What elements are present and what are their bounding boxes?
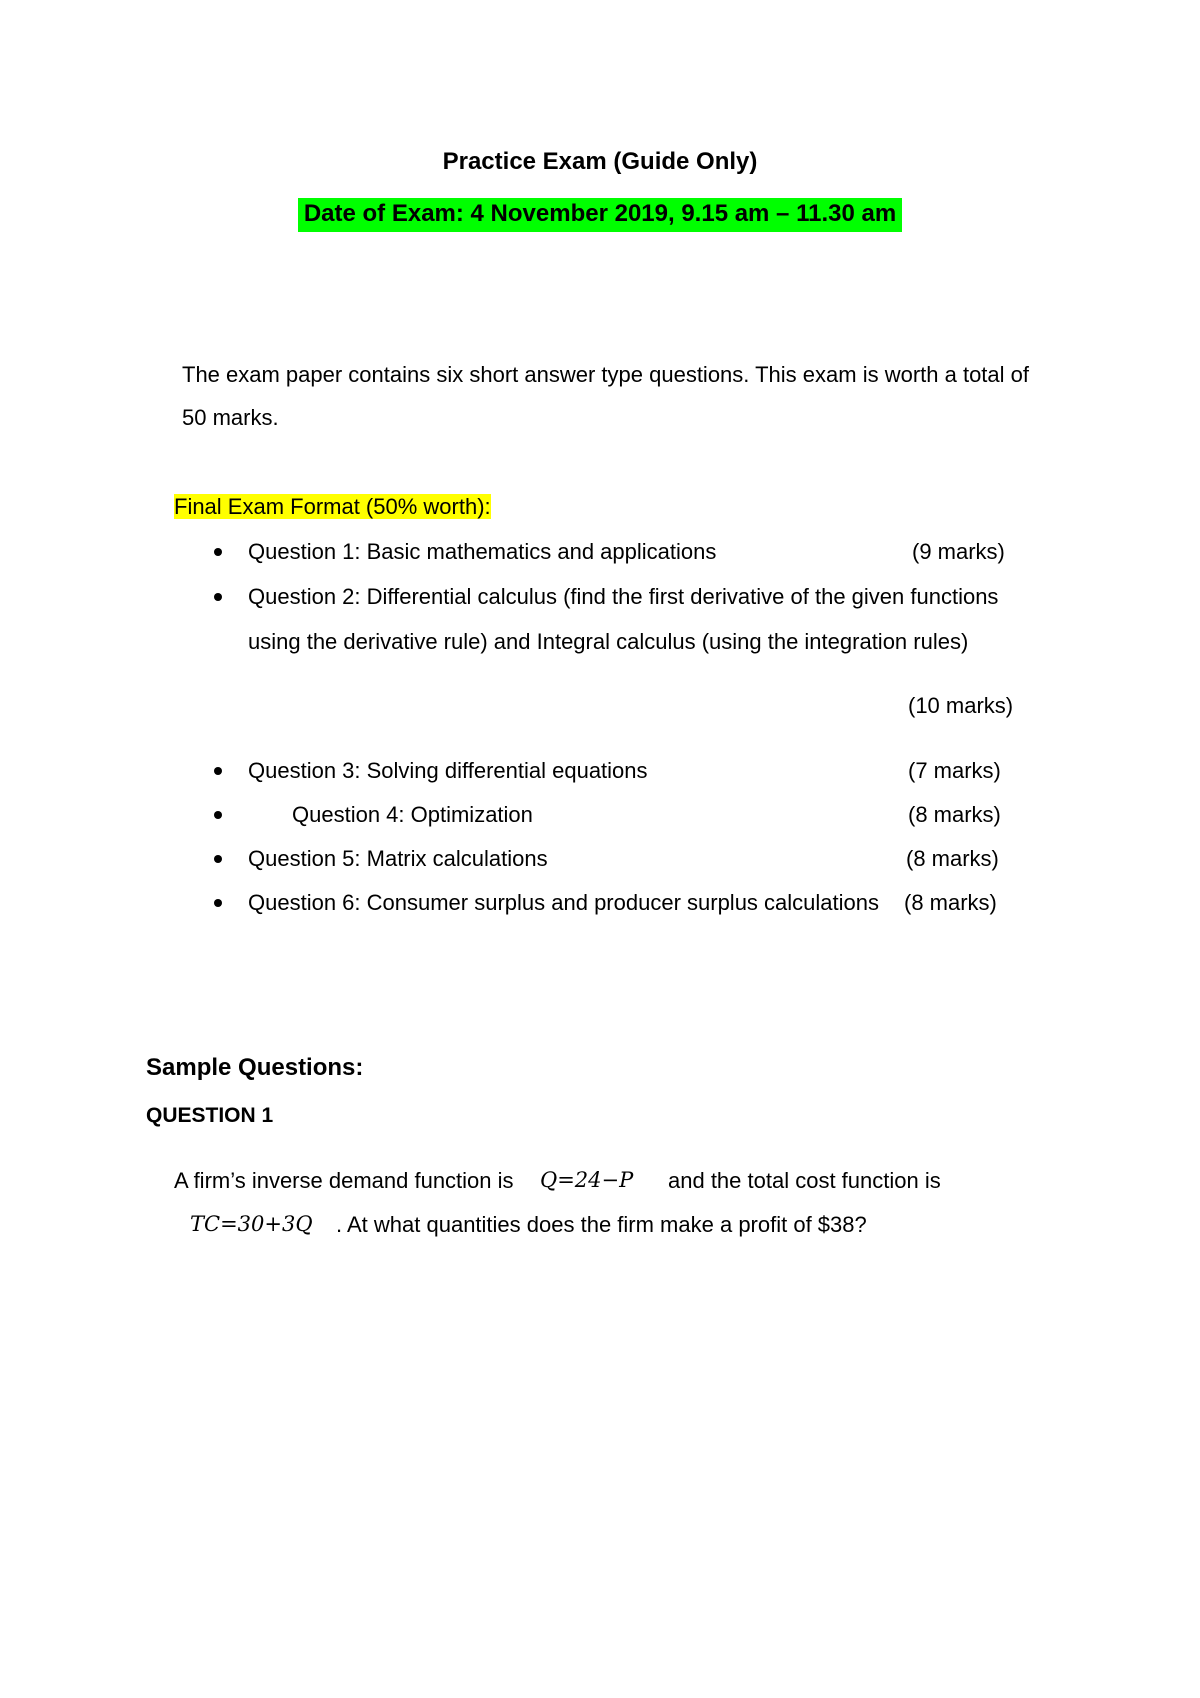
format-item-3-marks: (7 marks) xyxy=(908,758,1001,783)
bullet-icon xyxy=(214,548,222,556)
format-item-1: Question 1: Basic mathematics and applications xyxy=(248,539,717,564)
format-heading-highlight: Final Exam Format (50% worth): xyxy=(174,494,491,519)
format-item-5-marks: (8 marks) xyxy=(906,846,999,871)
format-item-2: Question 2: Differential calculus (find the first derivative of the given functions xyxy=(248,584,999,609)
format-item-4: Question 4: Optimization xyxy=(292,802,533,827)
question-1-text-a: A firm’s inverse demand function is xyxy=(174,1168,514,1193)
question-1-heading: QUESTION 1 xyxy=(146,1104,274,1127)
page-title: Practice Exam (Guide Only) xyxy=(442,148,758,175)
format-item-2-cont: using the derivative rule) and Integral calculus (using the integration rules) xyxy=(248,629,969,654)
bullet-icon xyxy=(214,811,222,819)
bullet-icon xyxy=(214,899,222,907)
format-item-3: Question 3: Solving differential equations xyxy=(248,758,648,783)
sample-questions-heading: Sample Questions: xyxy=(146,1054,364,1081)
bullet-icon xyxy=(214,855,222,863)
demand-equation: Q=24−P xyxy=(540,1168,634,1192)
format-heading xyxy=(174,494,491,520)
question-1-text-b: and the total cost function is xyxy=(668,1168,941,1193)
format-item-1-marks: (9 marks) xyxy=(912,539,1005,564)
cost-equation: TC=30+3Q xyxy=(190,1212,313,1236)
bullet-icon xyxy=(214,593,222,601)
format-item-5: Question 5: Matrix calculations xyxy=(248,846,548,871)
intro-line-1: The exam paper contains six short answer type questions. This exam is worth a total of xyxy=(182,362,1029,387)
exam-date-row xyxy=(0,198,1200,232)
exam-date-highlight: Date of Exam: 4 November 2019, 9.15 am – 11.30 am xyxy=(298,198,902,232)
bullet-icon xyxy=(214,767,222,775)
question-1-text-c: . At what quantities does the firm make a profit of $38? xyxy=(336,1212,867,1237)
intro-line-2: 50 marks. xyxy=(182,405,279,430)
format-item-6-marks: (8 marks) xyxy=(904,890,997,915)
format-item-6: Question 6: Consumer surplus and producer surplus calculations xyxy=(248,890,879,915)
format-item-2-marks: (10 marks) xyxy=(908,693,1014,718)
format-item-4-marks: (8 marks) xyxy=(908,802,1001,827)
